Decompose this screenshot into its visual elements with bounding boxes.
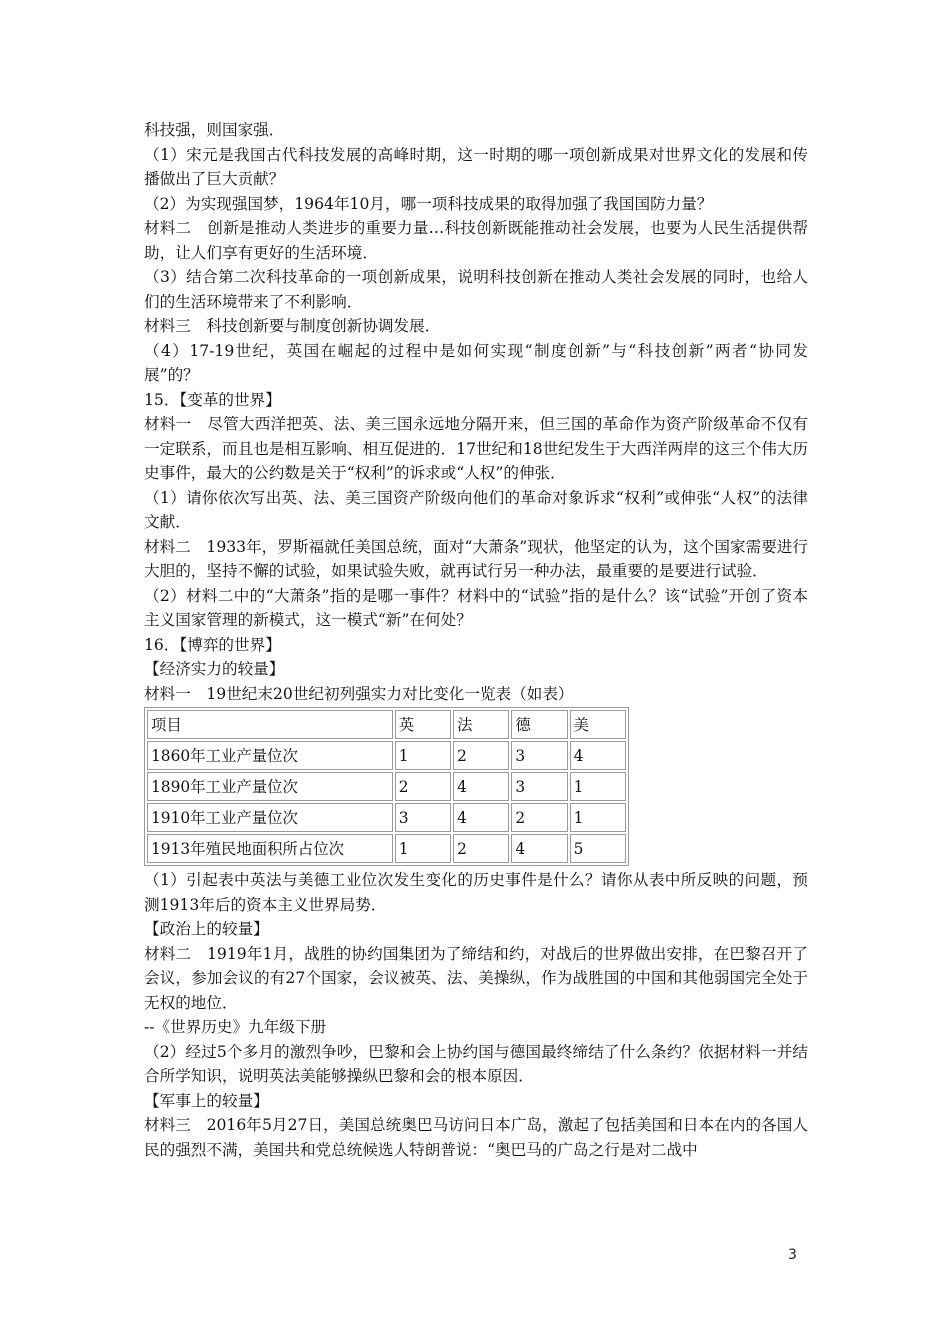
table-cell: 5 [570, 834, 626, 863]
question-paragraph: （2）材料二中的“大萧条”指的是哪一事件？材料中的“试验”指的是什么？该“试验”开创了资本主义国家管理的新模式，这一模式“新”在何处？ [144, 586, 808, 629]
table-cell: 3 [511, 741, 567, 770]
table-header-cell: 德 [511, 710, 567, 739]
table-cell: 4 [453, 803, 509, 832]
table-cell: 2 [453, 741, 509, 770]
section-heading: 16．【博弈的世界】 [144, 635, 281, 654]
table-row [147, 772, 626, 801]
table-cell: 1 [570, 772, 626, 801]
question-paragraph: （2）经过5个多月的激烈争吵，巴黎和会上协约国与德国最终缔结了什么条约？依据材料一并结合所学知识，说明英法美能够操纵巴黎和会的根本原因． [144, 1042, 808, 1085]
question-paragraph: （1）宋元是我国古代科技发展的高峰时期，这一时期的哪一项创新成果对世界文化的发展和传播做出了巨大贡献？ [144, 145, 808, 188]
question-paragraph: （3）结合第二次科技革命的一项创新成果，说明科技创新在推动人类社会发展的同时，也给人们的生活环境带来了不利影响． [144, 268, 808, 311]
table-row [147, 741, 626, 770]
table-cell: 4 [570, 741, 626, 770]
table-cell: 1 [395, 741, 451, 770]
table-cell: 2 [395, 772, 451, 801]
material-paragraph: 材料二 1933年，罗斯福就任美国总统，面对“大萧条”现状，他坚定的认为，这个国家需要进行大胆的，坚持不懈的试验，如果试验失败，就再试行另一种办法，最重要的是要进行试验． [144, 537, 808, 580]
table-cell: 1910年工业产量位次 [147, 803, 393, 832]
material-paragraph: 材料一 尽管大西洋把英、法、美三国永远地分隔开来，但三国的革命作为资产阶级革命不仅有一定联系，而且也是相互影响、相互促进的．17世纪和18世纪发生于大西洋两岸的这三个伟大历史事件，最大的公约数是关于“权利”的诉求或“人权”的伸张． [144, 415, 808, 482]
question-paragraph: （2）为实现强国梦，1964年10月，哪一项科技成果的取得加强了我国国防力量？ [144, 194, 713, 213]
table-header-cell: 英 [395, 710, 451, 739]
material-paragraph: 材料三 2016年5月27日，美国总统奥巴马访问日本广岛，激起了包括美国和日本在内的各国人民的强烈不满，美国共和党总统候选人特朗普说：“奥巴马的广岛之行是对二战中 [144, 1116, 808, 1159]
table-cell: 2 [453, 834, 509, 863]
powers-ranking-table [144, 707, 629, 866]
paragraph: 科技强，则国家强． [144, 121, 285, 139]
subsection-heading: 【经济实力的较量】 [144, 660, 285, 678]
table-container [144, 707, 808, 866]
table-cell: 1913年殖民地面积所占位次 [147, 834, 393, 863]
section-heading: 15．【变革的世界】 [144, 390, 281, 409]
table-header-cell: 法 [453, 710, 509, 739]
table-header-cell: 美 [570, 710, 626, 739]
subsection-heading: 【政治上的较量】 [144, 920, 269, 938]
citation: --《世界历史》九年级下册 [144, 1018, 327, 1036]
material-paragraph: 材料一 19世纪末20世纪初列强实力对比变化一览表（如表） [144, 684, 574, 703]
table-cell: 1 [570, 803, 626, 832]
question-paragraph: （1）引起表中英法与美德工业位次发生变化的历史事件是什么？请你从表中所反映的问题，预测1913年后的资本主义世界局势． [144, 871, 808, 914]
question-paragraph: （1）请你依次写出英、法、美三国资产阶级向他们的革命对象诉求“权利”或伸张“人权”的法律文献． [144, 488, 808, 531]
page-number: 3 [788, 1247, 797, 1263]
material-paragraph: 材料二 创新是推动人类进步的重要力量…科技创新既能推动社会发展，也要为人民生活提供帮助，让人们享有更好的生活环境． [144, 219, 808, 262]
table-cell: 1 [395, 834, 451, 863]
table-cell: 1890年工业产量位次 [147, 772, 393, 801]
material-paragraph: 材料二 1919年1月，战胜的协约国集团为了缔结和约，对战后的世界做出安排，在巴黎召开了会议，参加会议的有27个国家，会议被英、法、美操纵，作为战胜国的中国和其他弱国完全处于无权的地位． [144, 944, 808, 1012]
subsection-heading: 【军事上的较量】 [144, 1091, 269, 1110]
material-paragraph: 材料三 科技创新要与制度创新协调发展． [144, 317, 441, 335]
table-row [147, 834, 626, 863]
table-header-row [147, 710, 626, 739]
table-header-cell: 项目 [147, 710, 393, 739]
question-paragraph: （4）17-19世纪，英国在崛起的过程中是如何实现“制度创新”与“科技创新”两者“协同发展”的？ [144, 341, 808, 384]
table-cell: 4 [511, 834, 567, 863]
table-cell: 1860年工业产量位次 [147, 741, 393, 770]
text-block-after-table [144, 868, 808, 1162]
table-row [147, 803, 626, 832]
table-cell: 4 [453, 772, 509, 801]
text-block-before-table [144, 118, 808, 706]
table-cell: 3 [395, 803, 451, 832]
table-cell: 3 [511, 772, 567, 801]
table-cell: 2 [511, 803, 567, 832]
document-page [144, 118, 808, 1162]
